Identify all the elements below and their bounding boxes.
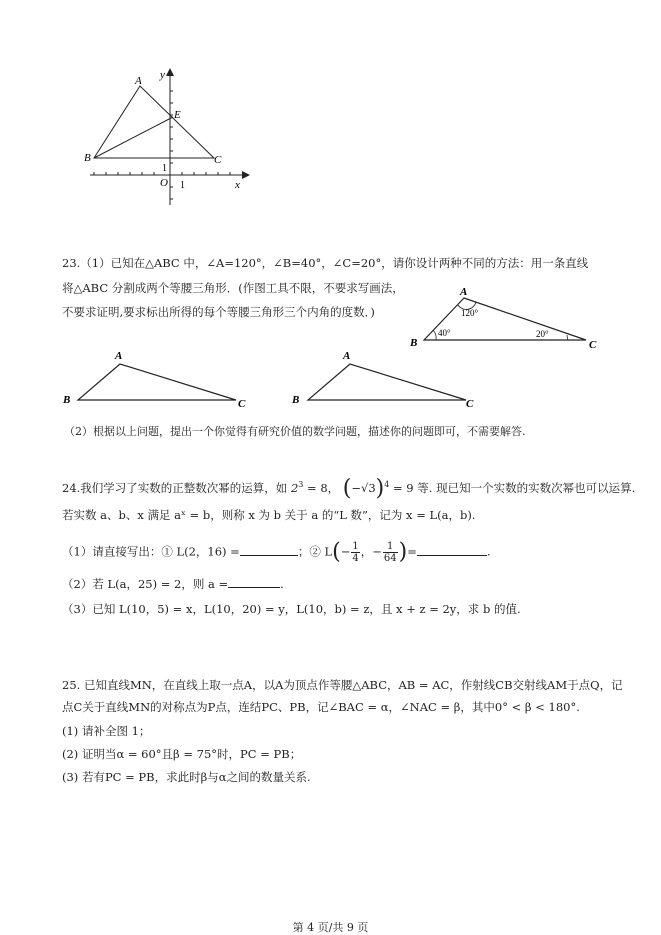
y-axis-arrow [166,68,174,76]
drawing-triangle-2 [288,345,488,415]
q24-ex2-lparen: ( [342,475,352,501]
q24-sub1-frac1 [351,541,359,564]
q25-sub2: (2) 证明当α = 60°且β = 75°时，PC = PB； [62,747,302,761]
q24-ex1-rest: = 8， [307,480,340,495]
t1-label-a: A [115,350,123,362]
triangle-abc [94,86,214,158]
q25-line1: 25. 已知直线MN，在直线上取一点A，以A为顶点作等腰△ABC，AB = AC，作射线CB交射线AM于点Q，记 [62,678,623,692]
q24-sub1-blank1[interactable] [240,555,298,556]
label-x: x [235,179,240,191]
coordinate-figure [80,60,260,220]
q24-sub1-frac1-den: 4 [352,553,359,564]
ref-label-a: A [460,286,468,298]
q25-line2: 点C关于直线MN的对称点为P点，连结PC、PB，记∠BAC = α，∠NAC = β，其中0° < β < 180°. [62,700,580,714]
q24-intro: 24.我们学习了实数的正整数次幂的运算，如 [62,480,288,495]
q24-sub2-blank[interactable] [228,587,280,588]
q24-sub1: （1）请直接写出：① L(2，16) = ；② L(− $\frac{1}{4}$ ，− $\frac{1}{64}$ )= . [62,539,491,565]
label-o: O [160,177,168,189]
q24-ex2-rparen: ) [375,475,385,501]
q24-sub1-frac2-num: 1 [383,541,398,553]
q23-part2: （2）根据以上问题，提出一个你觉得有研究价值的数学问题，描述你的问题即可，不需要解答. [64,425,526,438]
segment-be [94,117,173,158]
ref-label-c: C [589,339,597,351]
t2-label-c: C [466,398,474,410]
q24-sub1-sign2: − [372,544,382,559]
t1-label-b: B [63,394,71,406]
q24-sub1-lparen: ( [332,539,341,565]
t2-label-a: A [343,350,351,362]
q23-part1-line3: 不要求证明,要求标出所得的每个等腰三角形三个内角的度数．) [62,305,375,319]
label-tick-one-y: 1 [162,163,167,174]
q24-sub1-frac2-den: 64 [383,553,397,564]
label-e: E [174,109,181,121]
label-a: A [135,75,142,87]
angle-c-arc [567,335,568,340]
label-b: B [84,152,91,164]
q24-sub1-frac1-num: 1 [352,541,359,552]
q24-ex2-rest: = 9 等. 现已知一个实数的实数次幂也可以运算. [393,480,636,495]
q24-sub2-end: . [280,577,284,591]
q24-sub1-end: . [486,544,491,559]
t2-label-b: B [292,394,300,406]
q24-sub2 [62,576,284,592]
q24-line1 [62,475,636,501]
ref-angle-b: 40° [438,328,451,338]
drawing-triangle-1 [58,345,258,415]
q25-sub1: (1) 请补全图 1； [62,724,151,738]
q24-ex1-exp: 3 [298,480,304,489]
q24-ex1-base: 2 [290,480,299,495]
q24-line2: 若实数 a、b、x 满足 aˣ = b，则称 x 为 b 关于 a 的“L 数”，记为 x = L(a，b). [62,508,476,522]
q24-ex2-inner: −√3 [351,480,376,495]
q24-ex2-exp: 4 [384,480,390,489]
ref-angle-c: 20° [536,329,549,339]
page-footer: 第 4 页/共 9 页 [292,921,369,934]
ref-label-b: B [410,337,418,349]
q25-sub3: (3) 若有PC = PB，求此时β与α之间的数量关系. [62,770,311,784]
q24-sub1-rparen: ) [398,539,408,565]
q24-sub3: （3）已知 L(10，5) = x，L(10，20) = y，L(10，b) = z，且 x + z = 2y，求 b 的值. [62,602,521,616]
q23-part1-line2: 将△ABC 分割成两个等腰三角形．(作图工具不限，不要求写画法， [62,281,404,295]
q24-sub1-frac2 [383,541,398,564]
ref-angle-a: 120° [461,308,479,318]
q24-sub1-blank2[interactable] [417,555,487,556]
q24-sub1-a: （1）请直接写出：① L(2，16) = [62,544,240,559]
x-axis-arrow [242,171,250,179]
q23-part1-line1: 23.（1）已知在△ABC 中，∠A=120°，∠B=40°，∠C=20°，请你设计两种不同的方法：用一条直线 [62,256,589,270]
q24-sub1-b: ；② L [297,544,333,559]
q24-sub1-sign1: − [340,544,351,559]
q24-sub1-eq: = [407,544,417,559]
label-c: C [214,154,222,166]
label-tick-one-x: 1 [180,180,185,191]
q24-sub2-a: （2）若 L(a，25) = 2，则 a = [62,577,229,591]
label-y: y [160,69,165,81]
t1-label-c: C [238,398,246,410]
angle-b-arc [433,330,436,340]
